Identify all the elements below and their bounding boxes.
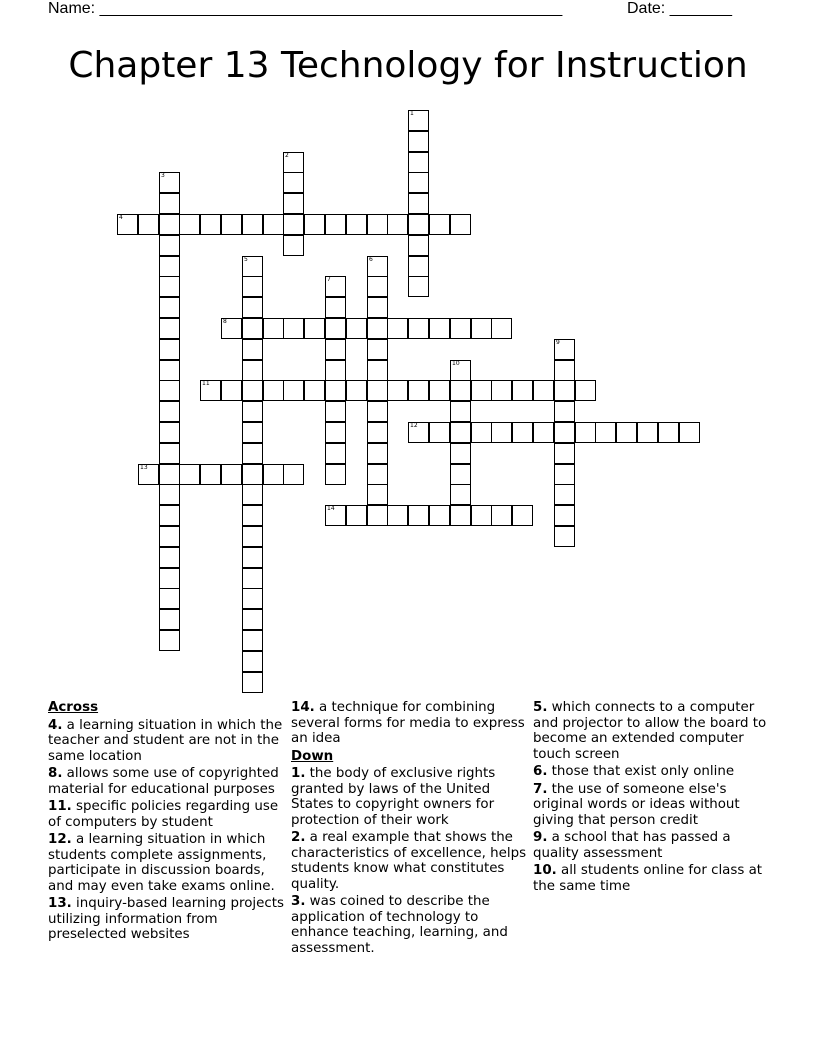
crossword-cell[interactable]	[159, 256, 180, 277]
clue-number: 4.	[48, 717, 63, 733]
crossword-cell[interactable]	[304, 380, 325, 401]
crossword-cell[interactable]	[429, 505, 450, 526]
cell-number: 13	[140, 464, 148, 471]
clues-section	[48, 700, 788, 956]
crossword-cell[interactable]	[575, 380, 596, 401]
crossword-cell[interactable]	[408, 276, 429, 297]
cell-number: 6	[369, 256, 373, 263]
crossword-cell[interactable]	[450, 380, 471, 401]
crossword-cell[interactable]	[159, 505, 180, 526]
crossword-cell[interactable]	[325, 297, 346, 318]
crossword-cell[interactable]	[429, 380, 450, 401]
crossword-cell[interactable]	[138, 214, 159, 235]
crossword-cell[interactable]	[325, 214, 346, 235]
clue-across-14	[291, 700, 529, 747]
crossword-cell[interactable]	[159, 401, 180, 422]
crossword-cell[interactable]	[533, 380, 554, 401]
crossword-cell[interactable]	[450, 464, 471, 485]
crossword-cell[interactable]	[450, 484, 471, 505]
crossword-cell[interactable]	[159, 172, 180, 193]
crossword-cell[interactable]	[325, 422, 346, 443]
cell-number: 2	[285, 152, 289, 159]
crossword-cell[interactable]	[491, 422, 512, 443]
crossword-cell[interactable]	[242, 360, 263, 381]
clue-number: 2.	[291, 830, 306, 845]
crossword-cell[interactable]	[159, 276, 180, 297]
clue-number: 7.	[533, 781, 548, 797]
cell-number: 12	[410, 422, 418, 429]
crossword-cell[interactable]	[387, 214, 408, 235]
crossword-cell[interactable]	[367, 484, 388, 505]
cell-number: 8	[223, 318, 227, 325]
clue-number: 13.	[48, 896, 72, 911]
crossword-cell[interactable]	[242, 588, 263, 609]
crossword-cell[interactable]	[367, 276, 388, 297]
clue-across-8	[48, 766, 284, 797]
clue-number: 1.	[291, 766, 306, 781]
crossword-cell[interactable]	[471, 505, 492, 526]
crossword-cell[interactable]	[117, 214, 138, 235]
crossword-cell[interactable]	[595, 422, 616, 443]
crossword-cell[interactable]	[346, 318, 367, 339]
cell-number: 5	[244, 256, 248, 263]
crossword-cell[interactable]	[221, 380, 242, 401]
crossword-cell[interactable]	[325, 360, 346, 381]
crossword-cell[interactable]	[491, 505, 512, 526]
crossword-cell[interactable]	[325, 339, 346, 360]
crossword-cell[interactable]	[159, 422, 180, 443]
crossword-cell[interactable]	[554, 464, 575, 485]
crossword-cell[interactable]	[159, 297, 180, 318]
crossword-cell[interactable]	[283, 152, 304, 173]
crossword-cell[interactable]	[367, 339, 388, 360]
crossword-cell[interactable]	[554, 339, 575, 360]
crossword-cell[interactable]	[367, 318, 388, 339]
crossword-cell[interactable]	[159, 339, 180, 360]
clue-down-5	[533, 700, 769, 762]
cell-number: 7	[327, 276, 331, 283]
crossword-cell[interactable]	[242, 609, 263, 630]
crossword-cell[interactable]	[159, 484, 180, 505]
crossword-cell[interactable]	[346, 505, 367, 526]
crossword-cell[interactable]	[283, 172, 304, 193]
crossword-cell[interactable]	[159, 568, 180, 589]
crossword-cell[interactable]	[283, 235, 304, 256]
cell-number: 14	[327, 505, 335, 512]
crossword-cell[interactable]	[575, 422, 596, 443]
crossword-cell[interactable]	[325, 380, 346, 401]
crossword-cell[interactable]	[429, 422, 450, 443]
clue-text: all students online for class at the same time	[533, 863, 763, 894]
crossword-cell[interactable]	[179, 464, 200, 485]
cell-number: 4	[119, 214, 123, 221]
crossword-cell[interactable]	[346, 380, 367, 401]
crossword-cell[interactable]	[221, 464, 242, 485]
crossword-cell[interactable]	[429, 318, 450, 339]
clue-number: 14.	[291, 700, 315, 715]
crossword-cell[interactable]	[450, 360, 471, 381]
crossword-cell[interactable]	[512, 422, 533, 443]
crossword-cell[interactable]	[367, 214, 388, 235]
crossword-cell[interactable]	[159, 464, 180, 485]
crossword-cell[interactable]	[408, 256, 429, 277]
crossword-cell[interactable]	[242, 484, 263, 505]
clue-number: 11.	[48, 799, 72, 814]
crossword-cell[interactable]	[408, 214, 429, 235]
crossword-cell[interactable]	[533, 422, 554, 443]
crossword-cell[interactable]	[159, 318, 180, 339]
crossword-cell[interactable]	[159, 526, 180, 547]
crossword-cell[interactable]	[408, 193, 429, 214]
crossword-cell[interactable]	[471, 318, 492, 339]
clue-down-1	[291, 766, 529, 828]
crossword-cell[interactable]	[387, 505, 408, 526]
crossword-cell[interactable]	[325, 276, 346, 297]
crossword-cell[interactable]	[554, 484, 575, 505]
crossword-cell[interactable]	[221, 214, 242, 235]
crossword-cell[interactable]	[367, 256, 388, 277]
clue-text: inquiry-based learning projects utilizing information from preselected websites	[48, 896, 284, 942]
crossword-cell[interactable]	[242, 526, 263, 547]
crossword-cell[interactable]	[554, 401, 575, 422]
crossword-cell[interactable]	[242, 422, 263, 443]
crossword-cell[interactable]	[408, 318, 429, 339]
cell-number: 11	[202, 380, 210, 387]
clue-text: those that exist only online	[547, 764, 735, 779]
crossword-cell[interactable]	[637, 422, 658, 443]
crossword-cell[interactable]	[554, 422, 575, 443]
crossword-cell[interactable]	[304, 214, 325, 235]
crossword-cell[interactable]	[450, 422, 471, 443]
clue-across-11	[48, 799, 284, 830]
clue-text: a technique for combining several forms for media to express an idea	[291, 700, 525, 746]
crossword-cell[interactable]	[283, 464, 304, 485]
crossword-cell[interactable]	[450, 214, 471, 235]
crossword-cell[interactable]	[159, 588, 180, 609]
crossword-cell[interactable]	[679, 422, 700, 443]
crossword-cell[interactable]	[242, 276, 263, 297]
clue-number: 5.	[533, 700, 548, 715]
crossword-cell[interactable]	[242, 297, 263, 318]
crossword-cell[interactable]	[325, 464, 346, 485]
clue-down-6	[533, 764, 769, 780]
crossword-cell[interactable]	[367, 297, 388, 318]
crossword-cell[interactable]	[283, 214, 304, 235]
crossword-cell[interactable]	[242, 401, 263, 422]
crossword-cell[interactable]	[283, 193, 304, 214]
crossword-cell[interactable]	[554, 505, 575, 526]
crossword-cell[interactable]	[367, 401, 388, 422]
crossword-cell[interactable]	[242, 464, 263, 485]
crossword-cell[interactable]	[450, 318, 471, 339]
clue-text: a real example that shows the characteristics of excellence, helps students know what constitutes quality.	[291, 830, 527, 892]
across-heading: Across	[48, 700, 99, 715]
crossword-cell[interactable]	[367, 360, 388, 381]
crossword-cell[interactable]	[159, 214, 180, 235]
crossword-cell[interactable]	[138, 464, 159, 485]
crossword-cell[interactable]	[367, 464, 388, 485]
crossword-cell[interactable]	[159, 443, 180, 464]
clue-text: was coined to describe the application of technology to enhance teaching, learning, and assessment.	[291, 894, 508, 956]
crossword-cell[interactable]	[387, 318, 408, 339]
crossword-cell[interactable]	[346, 214, 367, 235]
crossword-cell[interactable]	[367, 380, 388, 401]
crossword-cell[interactable]	[367, 422, 388, 443]
crossword-cell[interactable]	[242, 547, 263, 568]
clues-column-2	[291, 700, 529, 958]
crossword-cell[interactable]	[554, 360, 575, 381]
crossword-cell[interactable]	[408, 505, 429, 526]
crossword-cell[interactable]	[408, 380, 429, 401]
cell-number: 10	[452, 360, 460, 367]
clue-number: 8.	[48, 766, 63, 781]
crossword-cell[interactable]	[408, 110, 429, 131]
crossword-cell[interactable]	[242, 505, 263, 526]
crossword-cell[interactable]	[512, 380, 533, 401]
clue-across-13	[48, 896, 284, 943]
crossword-cell[interactable]	[242, 651, 263, 672]
crossword-cell[interactable]	[242, 256, 263, 277]
crossword-cell[interactable]	[512, 505, 533, 526]
crossword-cell[interactable]	[242, 630, 263, 651]
cell-number: 3	[161, 172, 165, 179]
crossword-cell[interactable]	[450, 505, 471, 526]
crossword-cell[interactable]	[242, 339, 263, 360]
clue-text: a school that has passed a quality assessment	[533, 830, 731, 861]
crossword-cell[interactable]	[179, 214, 200, 235]
crossword-cell[interactable]	[387, 380, 408, 401]
cell-number: 1	[410, 110, 414, 117]
crossword-cell[interactable]	[159, 380, 180, 401]
clue-text: a learning situation in which students complete assignments, participate in discussion boards, and may even take exams online.	[48, 832, 275, 894]
crossword-cell[interactable]	[263, 318, 284, 339]
crossword-cell[interactable]	[283, 318, 304, 339]
crossword-cell[interactable]	[408, 422, 429, 443]
crossword-cell[interactable]	[616, 422, 637, 443]
crossword-cell[interactable]	[450, 443, 471, 464]
crossword-cell[interactable]	[367, 505, 388, 526]
crossword-cell[interactable]	[221, 318, 242, 339]
crossword-cell[interactable]	[408, 152, 429, 173]
clue-down-7	[533, 782, 769, 829]
crossword-cell[interactable]	[554, 526, 575, 547]
crossword-cell[interactable]	[159, 193, 180, 214]
crossword-cell[interactable]	[554, 380, 575, 401]
clue-number: 10.	[533, 863, 557, 878]
crossword-cell[interactable]	[159, 235, 180, 256]
crossword-cell[interactable]	[304, 318, 325, 339]
crossword-cell[interactable]	[408, 131, 429, 152]
name-field-label: Name: ____________________________________________________	[48, 0, 563, 17]
crossword-cell[interactable]	[263, 214, 284, 235]
clue-text: a learning situation in which the teacher and student are not in the same location	[48, 717, 283, 764]
crossword-cell[interactable]	[159, 630, 180, 651]
crossword-cell[interactable]	[367, 443, 388, 464]
crossword-cell[interactable]	[242, 214, 263, 235]
clue-text: the body of exclusive rights granted by laws of the United States to copyright owners for protection of their work	[291, 766, 496, 828]
crossword-cell[interactable]	[283, 380, 304, 401]
clue-number: 9.	[533, 830, 548, 845]
crossword-cell[interactable]	[325, 318, 346, 339]
crossword-cell[interactable]	[159, 547, 180, 568]
clue-across-12	[48, 832, 284, 894]
crossword-cell[interactable]	[159, 360, 180, 381]
crossword-cell[interactable]	[325, 443, 346, 464]
crossword-cell[interactable]	[325, 401, 346, 422]
date-field-label: Date: _______	[627, 0, 732, 17]
clue-down-3	[291, 894, 529, 956]
crossword-cell[interactable]	[242, 443, 263, 464]
clue-text: specific policies regarding use of computers by student	[48, 799, 279, 830]
crossword-cell[interactable]	[408, 172, 429, 193]
clue-down-9	[533, 830, 769, 861]
crossword-cell[interactable]	[491, 380, 512, 401]
crossword-cell[interactable]	[491, 318, 512, 339]
crossword-cell[interactable]	[554, 443, 575, 464]
crossword-cell[interactable]	[242, 318, 263, 339]
clues-column-3	[533, 700, 769, 896]
crossword-cell[interactable]	[408, 235, 429, 256]
clue-down-10	[533, 863, 769, 894]
clue-number: 12.	[48, 832, 72, 847]
crossword-cell[interactable]	[450, 401, 471, 422]
clues-column-1	[48, 700, 284, 945]
crossword-cell[interactable]	[242, 672, 263, 693]
crossword-cell[interactable]	[159, 609, 180, 630]
clue-down-2	[291, 830, 529, 892]
down-heading: Down	[291, 748, 334, 764]
crossword-cell[interactable]	[471, 380, 492, 401]
clue-across-4	[48, 718, 284, 765]
clue-number: 3.	[291, 894, 306, 909]
clue-number: 6.	[533, 764, 548, 779]
cell-number: 9	[556, 339, 560, 346]
crossword-cell[interactable]	[200, 380, 221, 401]
crossword-cell[interactable]	[200, 214, 221, 235]
crossword-cell[interactable]	[200, 464, 221, 485]
crossword-cell[interactable]	[242, 380, 263, 401]
crossword-cell[interactable]	[429, 214, 450, 235]
crossword-cell[interactable]	[263, 464, 284, 485]
clue-text: which connects to a computer and projector to allow the board to become an extended computer touch screen	[533, 700, 767, 762]
page-title: Chapter 13 Technology for Instruction	[68, 45, 748, 86]
clue-text: the use of someone else's original words or ideas without giving that person credit	[533, 781, 740, 828]
clue-text: allows some use of copyrighted material for educational purposes	[48, 766, 279, 797]
crossword-cell[interactable]	[658, 422, 679, 443]
crossword-cell[interactable]	[242, 568, 263, 589]
crossword-cell[interactable]	[263, 380, 284, 401]
crossword-cell[interactable]	[325, 505, 346, 526]
crossword-cell[interactable]	[471, 422, 492, 443]
